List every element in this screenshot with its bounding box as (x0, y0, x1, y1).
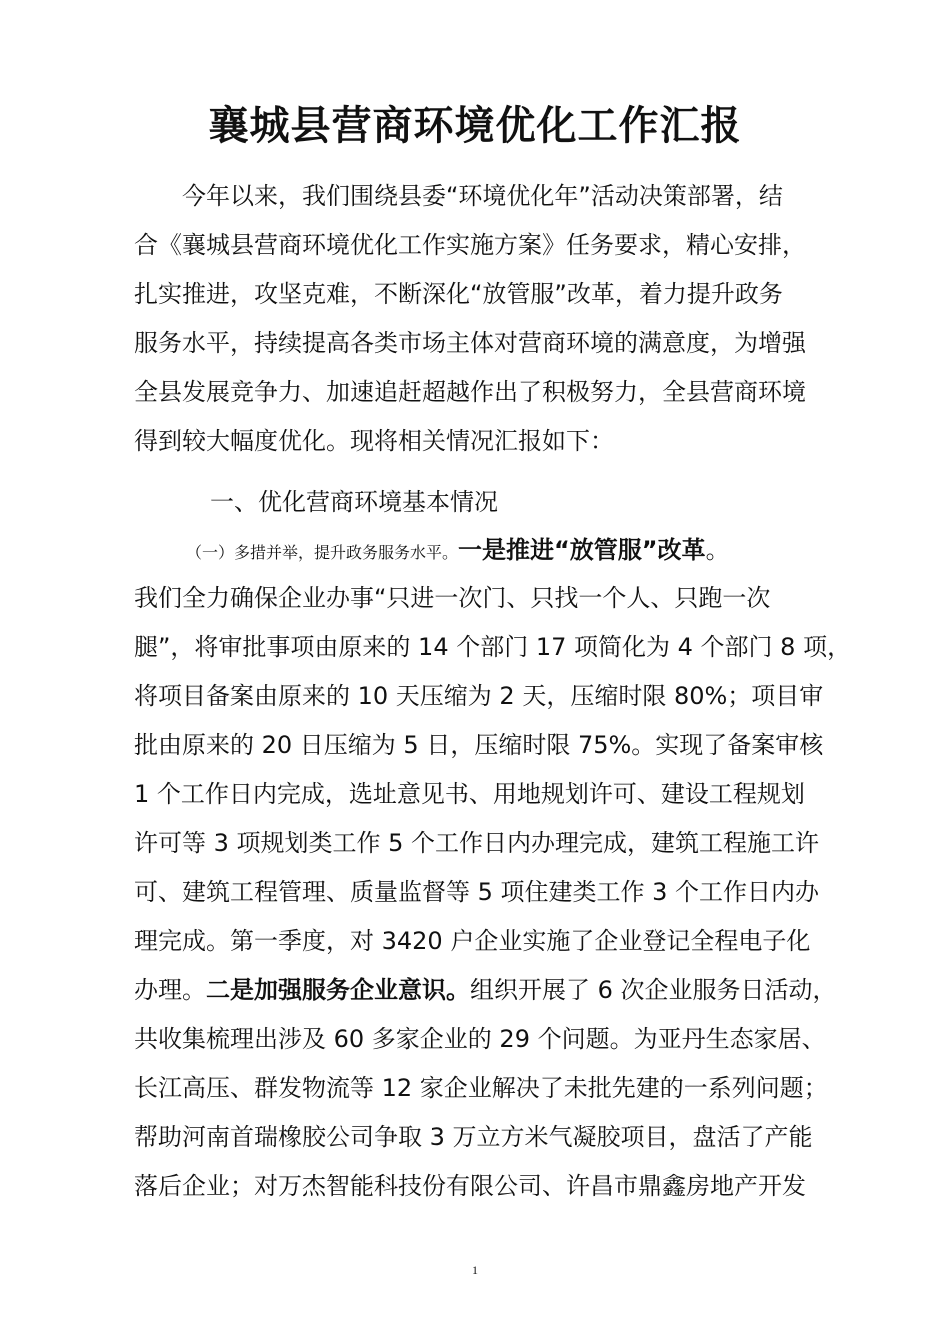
intro-line: 合《襄城县营商环境优化工作实施方案》任务要求，精心安排， (134, 231, 806, 259)
body-line: 许可等 3 项规划类工作 5 个工作日内办理完成，建筑工程施工许 (134, 829, 820, 857)
mixed-pre: 办理。 (134, 976, 206, 1004)
body-line: 1 个工作日内完成，选址意见书、用地规划许可、建设工程规划 (134, 780, 805, 808)
point-tail: 。 (705, 536, 730, 564)
intro-line: 得到较大幅度优化。现将相关情况汇报如下： (134, 427, 614, 455)
point-heading: 一是推进“放管服”改革 (458, 536, 706, 564)
body-line: 理完成。第一季度，对 3420 户企业实施了企业登记全程电子化 (134, 927, 811, 955)
body-line: 腿”，将审批事项由原来的 14 个部门 17 项简化为 4 个部门 8 项， (134, 633, 852, 661)
subsection-heading: （一）多措并举，提升政务服务水平。 (186, 543, 459, 562)
intro-line: 扎实推进，攻坚克难，不断深化“放管服”改革，着力提升政务 (134, 280, 783, 308)
body-line: 我们全力确保企业办事“只进一次门、只找一个人、只跑一次 (134, 584, 771, 612)
body-line: 长江高压、群发物流等 12 家企业解决了未批先建的一系列问题； (134, 1074, 828, 1102)
subsection-line (186, 532, 730, 571)
body-line: 可、建筑工程管理、质量监督等 5 项住建类工作 3 个工作日内办 (134, 878, 820, 906)
document-title: 襄城县营商环境优化工作汇报 (208, 103, 742, 149)
body-line: 共收集梳理出涉及 60 多家企业的 29 个问题。为亚丹生态家居、 (134, 1025, 826, 1053)
body-line: 落后企业；对万杰智能科技份有限公司、许昌市鼎鑫房地产开发 (134, 1172, 806, 1200)
body-line: 批由原来的 20 日压缩为 5 日，压缩时限 75%。实现了备案审核 (134, 731, 824, 759)
section-heading: 一、优化营商环境基本情况 (210, 488, 498, 516)
intro-line: 全县发展竞争力、加速追赶超越作出了积极努力，全县营商环境 (134, 378, 806, 406)
intro-line: 今年以来，我们围绕县委“环境优化年”活动决策部署，结 (182, 182, 783, 210)
mixed-post: 组织开展了 6 次企业服务日活动， (470, 976, 837, 1004)
point-heading-2: 二是加强服务企业意识。 (206, 976, 470, 1004)
page-number: 1 (472, 1263, 478, 1277)
body-line-mixed (134, 972, 837, 1008)
body-line: 将项目备案由原来的 10 天压缩为 2 天，压缩时限 80%；项目审 (134, 682, 824, 710)
intro-line: 服务水平，持续提高各类市场主体对营商环境的满意度，为增强 (134, 329, 806, 357)
body-line: 帮助河南首瑞橡胶公司争取 3 万立方米气凝胶项目，盘活了产能 (134, 1123, 813, 1151)
